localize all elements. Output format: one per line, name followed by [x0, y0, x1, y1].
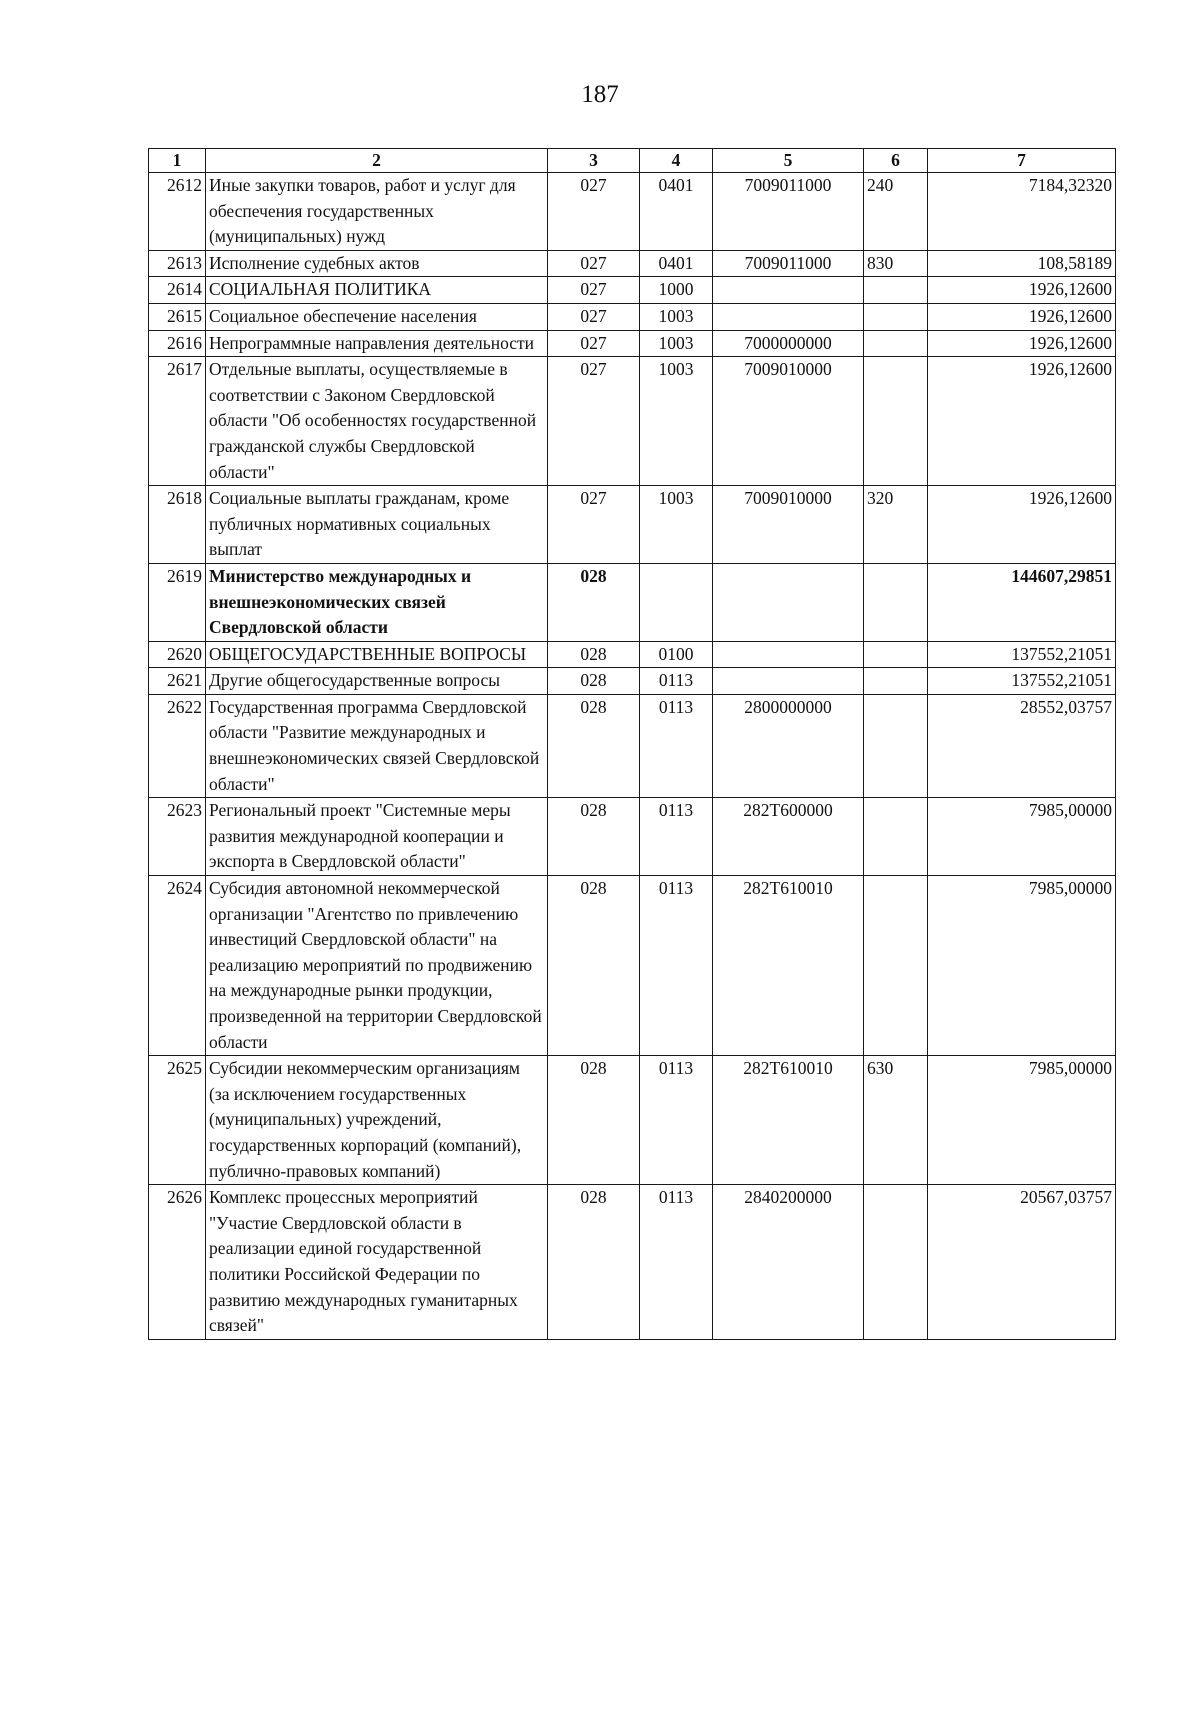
- row-section-code: 0113: [640, 876, 713, 1056]
- row-target-code: [713, 641, 864, 668]
- row-expense-type: [864, 563, 928, 641]
- row-amount: 1926,12600: [928, 486, 1116, 564]
- row-name: Иные закупки товаров, работ и услуг для обеспечения государственных (муниципальных) нужд: [206, 173, 548, 251]
- row-ved-code: 027: [548, 357, 640, 486]
- row-section-code: 0401: [640, 250, 713, 277]
- row-number: 2618: [149, 486, 206, 564]
- row-name: СОЦИАЛЬНАЯ ПОЛИТИКА: [206, 277, 548, 304]
- row-amount: 137552,21051: [928, 668, 1116, 695]
- row-expense-type: [864, 303, 928, 330]
- header-cell-7: 7: [928, 149, 1116, 173]
- row-number: 2619: [149, 563, 206, 641]
- row-expense-type: [864, 357, 928, 486]
- budget-table: [148, 148, 1116, 1340]
- row-target-code: [713, 303, 864, 330]
- row-name: Исполнение судебных актов: [206, 250, 548, 277]
- row-expense-type: 630: [864, 1056, 928, 1185]
- row-ved-code: 028: [548, 1056, 640, 1185]
- row-amount: 1926,12600: [928, 357, 1116, 486]
- header-cell-1: 1: [149, 149, 206, 173]
- row-amount: 137552,21051: [928, 641, 1116, 668]
- row-target-code: 282Т610010: [713, 1056, 864, 1185]
- row-target-code: 7009011000: [713, 173, 864, 251]
- page-number: 187: [581, 81, 619, 108]
- row-number: 2621: [149, 668, 206, 695]
- row-expense-type: [864, 1185, 928, 1340]
- row-section-code: 1003: [640, 486, 713, 564]
- row-name: Социальное обеспечение населения: [206, 303, 548, 330]
- row-target-code: 2840200000: [713, 1185, 864, 1340]
- row-number: 2620: [149, 641, 206, 668]
- row-name: Субсидия автономной некоммерческой организации "Агентство по привлечению инвестиций Свердловской области" на реализацию мероприятий по продвижению на международные рынки продукции, произведенной на территории Свердловской области: [206, 876, 548, 1056]
- header-cell-5: 5: [713, 149, 864, 173]
- row-target-code: 7000000000: [713, 330, 864, 357]
- row-ved-code: 028: [548, 798, 640, 876]
- table-row: [149, 798, 1116, 876]
- row-section-code: 1000: [640, 277, 713, 304]
- row-expense-type: [864, 694, 928, 797]
- table-row: [149, 668, 1116, 695]
- row-amount: 7184,32320: [928, 173, 1116, 251]
- row-ved-code: 028: [548, 668, 640, 695]
- row-target-code: 282Т610010: [713, 876, 864, 1056]
- row-expense-type: [864, 798, 928, 876]
- header-cell-2: 2: [206, 149, 548, 173]
- row-name: Государственная программа Свердловской области "Развитие международных и внешнеэкономических связей Свердловской области": [206, 694, 548, 797]
- row-amount: 108,58189: [928, 250, 1116, 277]
- row-name: Социальные выплаты гражданам, кроме публичных нормативных социальных выплат: [206, 486, 548, 564]
- row-number: 2622: [149, 694, 206, 797]
- table-row: [149, 330, 1116, 357]
- row-number: 2624: [149, 876, 206, 1056]
- row-target-code: 7009011000: [713, 250, 864, 277]
- row-section-code: 0113: [640, 694, 713, 797]
- row-section-code: 0113: [640, 1185, 713, 1340]
- row-number: 2617: [149, 357, 206, 486]
- row-ved-code: 027: [548, 173, 640, 251]
- table-row: [149, 563, 1116, 641]
- row-ved-code: 028: [548, 1185, 640, 1340]
- row-number: 2614: [149, 277, 206, 304]
- row-name: ОБЩЕГОСУДАРСТВЕННЫЕ ВОПРОСЫ: [206, 641, 548, 668]
- row-target-code: 282Т600000: [713, 798, 864, 876]
- table-row: [149, 486, 1116, 564]
- table-row: [149, 173, 1116, 251]
- row-expense-type: 240: [864, 173, 928, 251]
- table-row: [149, 1185, 1116, 1340]
- row-expense-type: [864, 330, 928, 357]
- table-row: [149, 641, 1116, 668]
- table-row: [149, 694, 1116, 797]
- table-row: [149, 277, 1116, 304]
- row-section-code: 0100: [640, 641, 713, 668]
- row-name: Непрограммные направления деятельности: [206, 330, 548, 357]
- row-amount: 1926,12600: [928, 330, 1116, 357]
- row-name: Отдельные выплаты, осуществляемые в соответствии с Законом Свердловской области "Об особенностях государственной гражданской службы Свердловской области": [206, 357, 548, 486]
- row-ved-code: 027: [548, 486, 640, 564]
- row-target-code: 7009010000: [713, 357, 864, 486]
- table-header: [149, 149, 1116, 173]
- header-row: [149, 149, 1116, 173]
- row-expense-type: [864, 277, 928, 304]
- row-expense-type: 320: [864, 486, 928, 564]
- row-section-code: 1003: [640, 330, 713, 357]
- row-name: Министерство международных и внешнеэкономических связей Свердловской области: [206, 563, 548, 641]
- row-amount: 144607,29851: [928, 563, 1116, 641]
- row-ved-code: 028: [548, 563, 640, 641]
- row-ved-code: 028: [548, 641, 640, 668]
- row-amount: 7985,00000: [928, 876, 1116, 1056]
- row-number: 2626: [149, 1185, 206, 1340]
- row-target-code: [713, 668, 864, 695]
- row-amount: 1926,12600: [928, 277, 1116, 304]
- row-number: 2625: [149, 1056, 206, 1185]
- table-row: [149, 876, 1116, 1056]
- row-name: Комплекс процессных мероприятий "Участие Свердловской области в реализации единой государственной политики Российской Федерации по развитию международных гуманитарных связей": [206, 1185, 548, 1340]
- row-section-code: 1003: [640, 357, 713, 486]
- row-name: Субсидии некоммерческим организациям (за исключением государственных (муниципальных) учреждений, государственных корпораций (компаний), публично-правовых компаний): [206, 1056, 548, 1185]
- row-section-code: 0401: [640, 173, 713, 251]
- row-target-code: [713, 563, 864, 641]
- row-number: 2613: [149, 250, 206, 277]
- row-expense-type: [864, 876, 928, 1056]
- row-number: 2616: [149, 330, 206, 357]
- row-expense-type: 830: [864, 250, 928, 277]
- header-cell-4: 4: [640, 149, 713, 173]
- table-row: [149, 250, 1116, 277]
- row-name: Другие общегосударственные вопросы: [206, 668, 548, 695]
- header-cell-3: 3: [548, 149, 640, 173]
- row-number: 2612: [149, 173, 206, 251]
- row-amount: 7985,00000: [928, 798, 1116, 876]
- row-number: 2623: [149, 798, 206, 876]
- row-section-code: 0113: [640, 798, 713, 876]
- row-section-code: 0113: [640, 1056, 713, 1185]
- row-number: 2615: [149, 303, 206, 330]
- row-target-code: 7009010000: [713, 486, 864, 564]
- table-row: [149, 303, 1116, 330]
- row-section-code: 0113: [640, 668, 713, 695]
- row-name: Региональный проект "Системные меры развития международной кооперации и экспорта в Свердловской области": [206, 798, 548, 876]
- table-body: [149, 173, 1116, 1340]
- table-row: [149, 1056, 1116, 1185]
- row-ved-code: 028: [548, 876, 640, 1056]
- row-target-code: 2800000000: [713, 694, 864, 797]
- row-amount: 7985,00000: [928, 1056, 1116, 1185]
- row-ved-code: 028: [548, 694, 640, 797]
- row-expense-type: [864, 668, 928, 695]
- row-ved-code: 027: [548, 250, 640, 277]
- row-ved-code: 027: [548, 277, 640, 304]
- row-section-code: [640, 563, 713, 641]
- row-amount: 1926,12600: [928, 303, 1116, 330]
- row-ved-code: 027: [548, 303, 640, 330]
- table-row: [149, 357, 1116, 486]
- row-amount: 20567,03757: [928, 1185, 1116, 1340]
- row-expense-type: [864, 641, 928, 668]
- row-section-code: 1003: [640, 303, 713, 330]
- row-target-code: [713, 277, 864, 304]
- header-cell-6: 6: [864, 149, 928, 173]
- row-amount: 28552,03757: [928, 694, 1116, 797]
- row-ved-code: 027: [548, 330, 640, 357]
